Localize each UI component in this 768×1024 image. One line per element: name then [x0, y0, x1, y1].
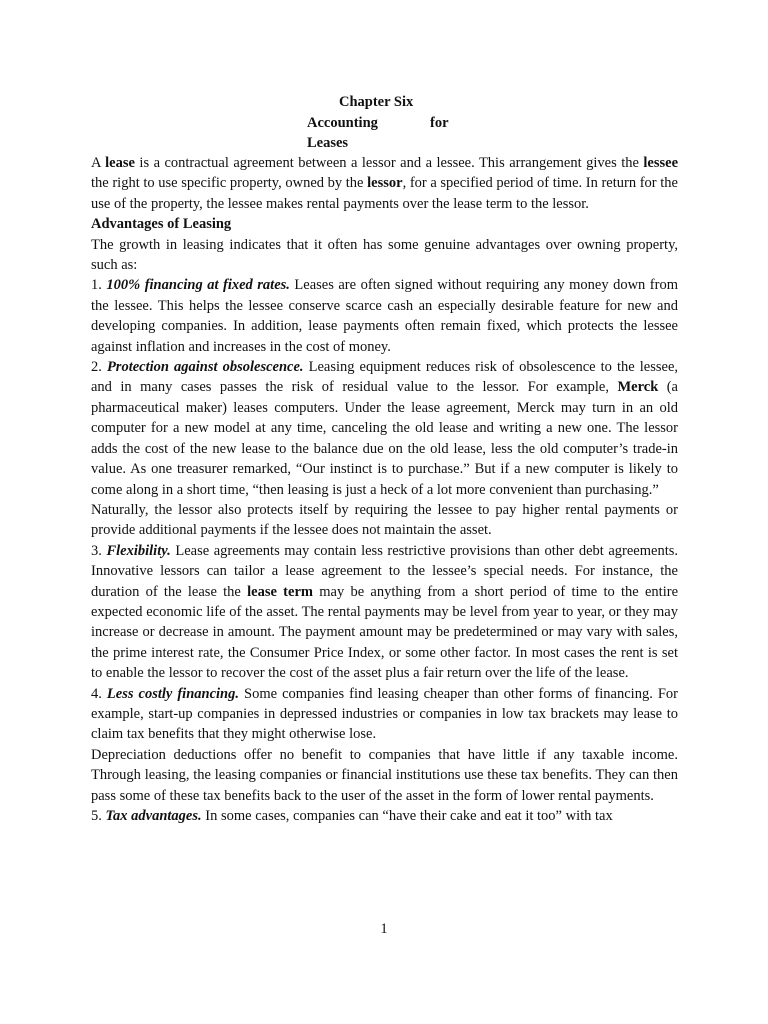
intro-text-4: , for a specified period of time. In return for the use of the property, the lessee makes rental payments over the lease term to the lessor. — [91, 175, 678, 212]
item-text: Some companies find leasing cheaper than other forms of financing. For example, start-up companies in depressed industries or companies in low tax brackets may lease to claim tax benefits that they might otherwise lose. — [91, 685, 678, 743]
title-word-for: for — [430, 115, 449, 131]
item-number: 3. — [91, 542, 107, 559]
intro-text-1: A — [91, 155, 106, 171]
intro-text-2: is a contractual agreement between a lessor and a lessee. This arrangement gives the — [134, 155, 644, 171]
item-number: 1. — [91, 277, 107, 294]
item-text: In some cases, companies can “have their cake and eat it too” with tax — [201, 808, 613, 824]
title-word-accounting: Accounting — [307, 115, 378, 131]
item-label: Flexibility. — [106, 542, 171, 559]
term-lease: lease — [105, 155, 135, 171]
page-number: 1 — [380, 921, 388, 937]
chapter-heading: Chapter Six — [339, 94, 414, 110]
title-word-leases: Leases — [307, 135, 349, 151]
advantage-item-4 — [91, 684, 678, 745]
advantages-heading: Advantages of Leasing — [91, 216, 232, 233]
item-text: may be anything from a short period of time to the entire expected economic life of the asset. The rental payments may be level from year to year, or they may increase or decrease in amount. The payment amount may be predetermined or may vary with sales, the prime interest rate, the Consumer Price Index, or some other factor. In most cases the rent is set to enable the lessor to recover the cost of the asset plus a fair return over the life of the lease. — [91, 583, 679, 682]
advantages-intro: The growth in leasing indicates that it often has some genuine advantages over owning property, such as: — [91, 236, 678, 274]
item-label: Protection against obsolescence. — [106, 359, 304, 376]
item-label: Tax advantages. — [105, 808, 202, 824]
advantage-item-5 — [91, 806, 678, 826]
term-lease-term: lease term — [247, 583, 313, 600]
item-text: Lease agreements may contain less restrictive provisions than other debt agreements. Innovative lessors can tailor a lease agreement to the lessee’s special needs. For instance, the duration of the lease the — [91, 542, 679, 600]
intro-text-3: the right to use specific property, owned by the — [91, 175, 368, 192]
advantage-item-2 — [91, 357, 678, 500]
term-lessee: lessee — [643, 155, 679, 171]
item-number: 2. — [91, 359, 107, 376]
item-text: (a pharmaceutical maker) leases computers. Under the lease agreement, Merck may turn in an old computer for a new model at any time, canceling the old lease and writing a new one. The lessor adds the cost of the new lease to the balance due on the old lease, less the old computer’s trade-in value. As one treasurer remarked, “Our instinct is to purchase.” But if a new computer is likely to come along in a short time, “then leasing is just a heck of a lot more convenient than purchasing.” — [91, 379, 678, 498]
item-label: 100% financing at fixed rates. — [106, 277, 290, 294]
item-text: Leasing equipment reduces risk of obsolescence to the lessee, and in many cases passes the risk of residual value to the lessor. For example, — [91, 359, 679, 396]
item-text: Leases are often signed without requiring any money down from the lessee. This helps the lessee conserve scarce cash an especially desirable feature for new and developing companies. In addition, lease payments often remain fixed, which protects the lessee against inflation and increases in the cost of money. — [91, 277, 678, 355]
intro-paragraph — [91, 153, 678, 214]
item-4-followup: Depreciation deductions offer no benefit to companies that have little if any taxable income. Through leasing, the leasing companies or financial institutions use these tax benefits. They can then pass some of these tax benefits back to the user of the asset in the form of lower rental payments. — [91, 746, 678, 804]
term-lessor: lessor — [367, 175, 403, 192]
body-text — [91, 153, 678, 826]
item-number: 4. — [91, 685, 107, 702]
term-merck: Merck — [617, 379, 659, 396]
item-2-followup: Naturally, the lessor also protects itself by requiring the lessee to pay higher rental payments or provide additional payments if the lessee does not maintain the asset. — [91, 501, 678, 539]
advantage-item-1 — [91, 275, 678, 357]
item-number: 5. — [91, 808, 106, 824]
advantage-item-3 — [91, 541, 678, 684]
item-label: Less costly financing. — [106, 685, 239, 702]
